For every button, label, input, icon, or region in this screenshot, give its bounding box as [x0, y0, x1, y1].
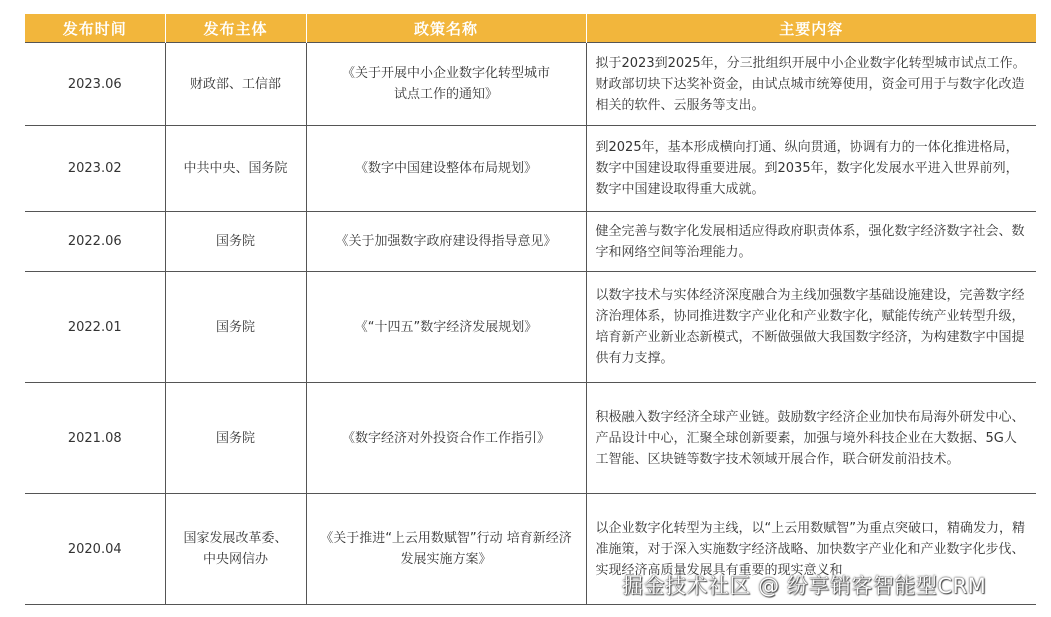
cell-date: 2021.08	[25, 383, 165, 494]
cell-issuer-text: 国务院	[215, 430, 255, 446]
cell-issuer-text: 国家发展改革委、中央网信办	[183, 531, 288, 567]
cell-policy-name-text: 《关于加强数字政府建设得指导意见》	[335, 234, 557, 249]
cell-main-content: 以数字技术与实体经济深度融合为主线加强数字基础设施建设，完善数字经济治理体系，协同推进数字产业化和产业数字化，赋能传统产业转型升级，培育新产业新业态新模式，不断做强做大我国数字经济，为构建数字中国提供有力支撑。	[586, 272, 1036, 383]
cell-main-content: 拟于2023到2025年，分三批组织开展中小企业数字化转型城市试点工作。财政部切块下达奖补资金，由试点城市统筹使用，资金可用于与数字化改造相关的软件、云服务等支出。	[586, 43, 1036, 126]
cell-policy-name	[306, 212, 586, 272]
header-policy-name: 政策名称	[306, 14, 586, 43]
cell-policy-name-text: 《关于推进“上云用数赋智”行动 培育新经济发展实施方案》	[320, 531, 572, 567]
cell-date: 2023.06	[25, 43, 165, 126]
cell-policy-name-text: 《数字中国建设整体布局规划》	[354, 161, 537, 176]
cell-issuer	[165, 126, 306, 212]
policy-table	[25, 14, 1036, 605]
cell-issuer	[165, 43, 306, 126]
cell-policy-name	[306, 272, 586, 383]
cell-issuer-text: 国务院	[215, 234, 255, 249]
cell-policy-name	[306, 383, 586, 494]
cell-date: 2023.02	[25, 126, 165, 212]
table-header-row	[25, 14, 1036, 43]
cell-main-content: 到2025年，基本形成横向打通、纵向贯通，协调有力的一体化推进格局，数字中国建设取得重要进展。到2035年，数字化发展水平进入世界前列，数字中国建设取得重大成就。	[586, 126, 1036, 212]
cell-date: 2022.06	[25, 212, 165, 272]
cell-issuer	[165, 494, 306, 605]
table-row	[25, 383, 1036, 494]
header-main-content: 主要内容	[586, 14, 1036, 43]
cell-issuer	[165, 383, 306, 494]
table-row	[25, 43, 1036, 126]
table-row	[25, 126, 1036, 212]
cell-main-content: 健全完善与数字化发展相适应得政府职责体系，强化数字经济数字社会、数字和网络空间等治理能力。	[586, 212, 1036, 272]
header-issuer: 发布主体	[165, 14, 306, 43]
cell-issuer-text: 财政部、工信部	[189, 76, 281, 92]
table-row	[25, 272, 1036, 383]
header-date: 发布时间	[25, 14, 165, 43]
cell-date: 2020.04	[25, 494, 165, 605]
cell-date: 2022.01	[25, 272, 165, 383]
cell-policy-name	[306, 126, 586, 212]
cell-policy-name	[306, 494, 586, 605]
cell-policy-name-text: 《“十四五”数字经济发展规划》	[354, 319, 538, 335]
cell-policy-name-text: 《数字经济对外投资合作工作指引》	[341, 430, 550, 446]
cell-policy-name-text: 《关于开展中小企业数字化转型城市试点工作的通知》	[341, 66, 550, 102]
watermark: 掘金技术社区 @ 纷享销客智能型CRM	[622, 574, 987, 598]
cell-issuer	[165, 272, 306, 383]
cell-issuer-text: 中共中央、国务院	[183, 161, 288, 176]
cell-policy-name	[306, 43, 586, 126]
cell-issuer	[165, 212, 306, 272]
cell-main-content: 积极融入数字经济全球产业链。鼓励数字经济企业加快布局海外研发中心、产品设计中心，汇聚全球创新要素，加强与境外科技企业在大数据、5G人工智能、区块链等数字技术领域开展合作，联合研发前沿技术。	[586, 383, 1036, 494]
cell-main-content: 以企业数字化转型为主线，以“上云用数赋智”为重点突破口，精确发力，精准施策，对于深入实施数字经济战略、加快数字产业化和产业数字化步伐、实现经济高质量发展具有重要的现实意义和	[586, 494, 1036, 605]
cell-issuer-text: 国务院	[215, 319, 255, 335]
table-row	[25, 212, 1036, 272]
